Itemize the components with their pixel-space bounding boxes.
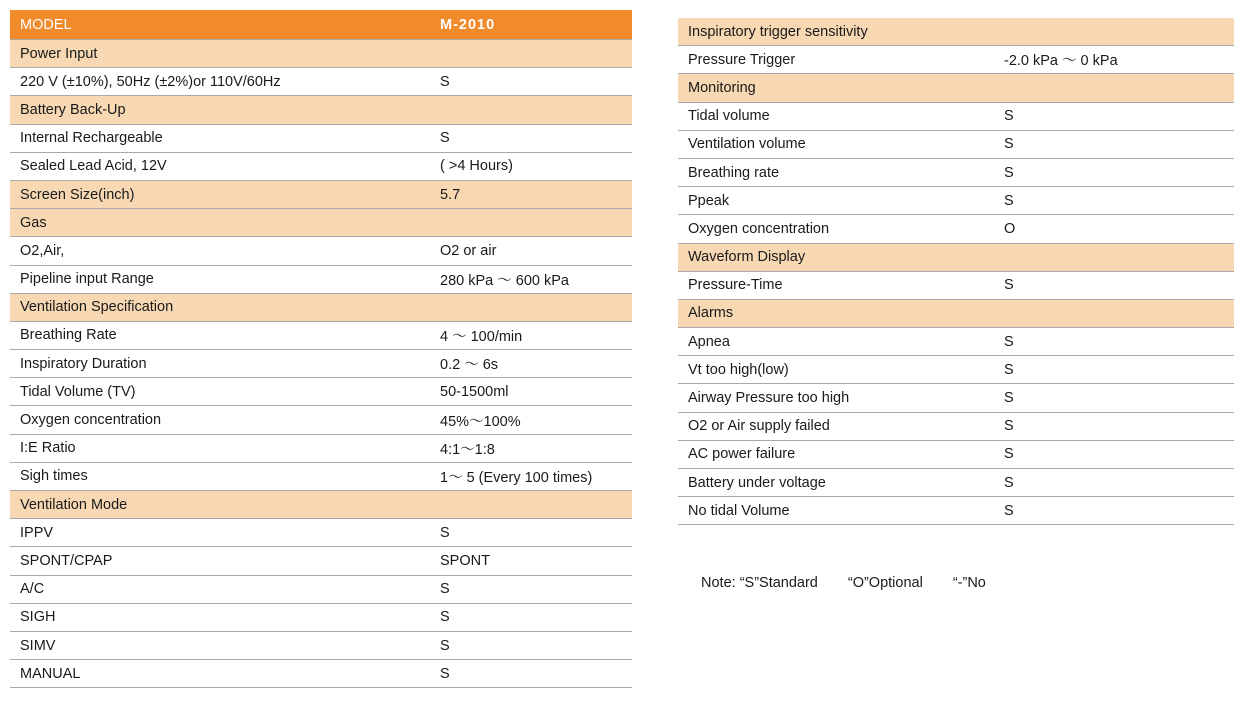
table-row xyxy=(678,469,1234,497)
row-label: Tidal Volume (TV) xyxy=(20,383,136,400)
row-label: Ventilation Specification xyxy=(20,299,174,316)
row-value: S xyxy=(440,665,450,682)
table-row xyxy=(10,125,632,153)
row-value: -2.0 kPa ～ 0 kPa xyxy=(1004,53,1118,70)
row-label: MANUAL xyxy=(20,665,81,682)
row-label: Ventilation volume xyxy=(688,136,806,153)
row-value: S xyxy=(440,524,450,541)
row-label: Vt too high(low) xyxy=(688,361,789,378)
table-section-row xyxy=(678,244,1234,272)
row-value: S xyxy=(1004,361,1014,378)
row-value: 4 ～ 100/min xyxy=(440,328,523,345)
row-label: Oxygen concentration xyxy=(688,220,830,237)
row-label: Alarms xyxy=(688,305,734,322)
row-value: S xyxy=(1004,446,1014,463)
row-label: Oxygen concentration xyxy=(20,412,162,429)
table-row xyxy=(678,413,1234,441)
row-value: 0.2 ～ 6s xyxy=(440,357,499,374)
row-value: 4:1～1:8 xyxy=(440,441,495,458)
row-label: Breathing Rate xyxy=(20,327,117,344)
table-row xyxy=(10,406,632,434)
table-row xyxy=(678,384,1234,412)
row-value: SPONT xyxy=(440,552,490,569)
table-row xyxy=(10,350,632,378)
row-label: Monitoring xyxy=(688,79,756,96)
row-label: A/C xyxy=(20,581,45,598)
row-label: Ventilation Mode xyxy=(20,496,128,513)
spec-table-right xyxy=(678,18,1234,525)
row-value: 1～ 5 (Every 100 times) xyxy=(440,469,593,486)
row-label: Waveform Display xyxy=(688,249,806,266)
row-value: S xyxy=(1004,136,1014,153)
table-row xyxy=(678,159,1234,187)
row-label: SIGH xyxy=(20,609,56,626)
row-label: Internal Rechargeable xyxy=(20,130,163,147)
table-row xyxy=(678,131,1234,159)
row-value: S xyxy=(1004,502,1014,519)
row-label: Pressure Trigger xyxy=(688,51,796,68)
row-label: I:E Ratio xyxy=(20,440,76,457)
row-label: Power Input xyxy=(20,45,98,62)
row-value: 45%～100% xyxy=(440,413,521,430)
table-section-row xyxy=(10,294,632,322)
table-row xyxy=(10,547,632,575)
row-label: Pressure-Time xyxy=(688,277,783,294)
row-value: S xyxy=(440,130,450,147)
row-label: MODEL xyxy=(20,16,72,33)
table-row xyxy=(678,497,1234,525)
row-value: S xyxy=(440,637,450,654)
row-value: S xyxy=(1004,333,1014,350)
row-label: IPPV xyxy=(20,524,54,541)
row-value: O2 or air xyxy=(440,242,497,259)
row-label: SIMV xyxy=(20,637,56,654)
row-value: 5.7 xyxy=(440,186,461,203)
row-label: Breathing rate xyxy=(688,164,780,181)
table-row xyxy=(678,356,1234,384)
row-label: AC power failure xyxy=(688,446,796,463)
row-label: Sealed Lead Acid, 12V xyxy=(20,158,167,175)
table-row xyxy=(10,237,632,265)
row-label: Battery Back-Up xyxy=(20,101,126,118)
table-row xyxy=(10,632,632,660)
table-section-row xyxy=(678,18,1234,46)
table-row xyxy=(678,103,1234,131)
row-label: O2,Air, xyxy=(20,242,65,259)
table-header-row xyxy=(10,10,632,40)
note-prefix: Note: xyxy=(701,575,740,591)
table-row xyxy=(678,187,1234,215)
note-standard: “S”Standard xyxy=(739,575,818,591)
table-section-row xyxy=(10,209,632,237)
row-label: O2 or Air supply failed xyxy=(688,418,830,435)
row-value: ( >4 Hours) xyxy=(440,158,513,175)
row-value: S xyxy=(1004,474,1014,491)
legend-note xyxy=(701,575,1016,591)
table-row xyxy=(10,519,632,547)
table-row xyxy=(10,266,632,294)
table-section-row xyxy=(10,491,632,519)
table-row xyxy=(10,660,632,688)
row-label: Inspiratory Duration xyxy=(20,355,147,372)
row-label: Sigh times xyxy=(20,468,88,485)
table-row xyxy=(10,68,632,96)
row-value: S xyxy=(440,609,450,626)
row-label: Screen Size(inch) xyxy=(20,186,135,203)
table-row xyxy=(10,604,632,632)
note-no: “-”No xyxy=(952,575,986,591)
row-value: 50-1500ml xyxy=(440,383,509,400)
spec-table-left xyxy=(10,10,632,688)
table-row xyxy=(10,322,632,350)
row-value: S xyxy=(1004,164,1014,181)
row-value: S xyxy=(1004,418,1014,435)
table-row xyxy=(678,215,1234,243)
row-label: Ppeak xyxy=(688,192,730,209)
table-section-row xyxy=(10,96,632,124)
row-label: Battery under voltage xyxy=(688,474,826,491)
table-row xyxy=(678,441,1234,469)
table-row xyxy=(678,46,1234,74)
table-section-row xyxy=(10,181,632,209)
table-row xyxy=(10,435,632,463)
row-label: Apnea xyxy=(688,333,730,350)
row-label: SPONT/CPAP xyxy=(20,552,113,569)
row-label: Airway Pressure too high xyxy=(688,390,850,407)
row-label: 220 V (±10%), 50Hz (±2%)or 110V/60Hz xyxy=(20,73,281,90)
row-label: Inspiratory trigger sensitivity xyxy=(688,23,868,40)
row-label: No tidal Volume xyxy=(688,502,790,519)
note-optional: “O”Optional xyxy=(847,575,923,591)
row-value: S xyxy=(1004,390,1014,407)
table-section-row xyxy=(678,300,1234,328)
table-row xyxy=(10,378,632,406)
table-section-row xyxy=(10,40,632,68)
table-row xyxy=(10,576,632,604)
table-row xyxy=(678,272,1234,300)
row-value: S xyxy=(440,581,450,598)
row-value: 280 kPa ～ 600 kPa xyxy=(440,272,569,289)
row-value: S xyxy=(440,73,450,90)
row-label: Gas xyxy=(20,214,47,231)
table-row xyxy=(10,463,632,491)
row-value: S xyxy=(1004,108,1014,125)
row-value: S xyxy=(1004,277,1014,294)
row-label: Tidal volume xyxy=(688,108,770,125)
row-value: O xyxy=(1004,220,1016,237)
table-section-row xyxy=(678,74,1234,102)
row-value: M-2010 xyxy=(440,16,496,33)
row-value: S xyxy=(1004,192,1014,209)
table-row xyxy=(678,328,1234,356)
table-row xyxy=(10,153,632,181)
row-label: Pipeline input Range xyxy=(20,271,154,288)
